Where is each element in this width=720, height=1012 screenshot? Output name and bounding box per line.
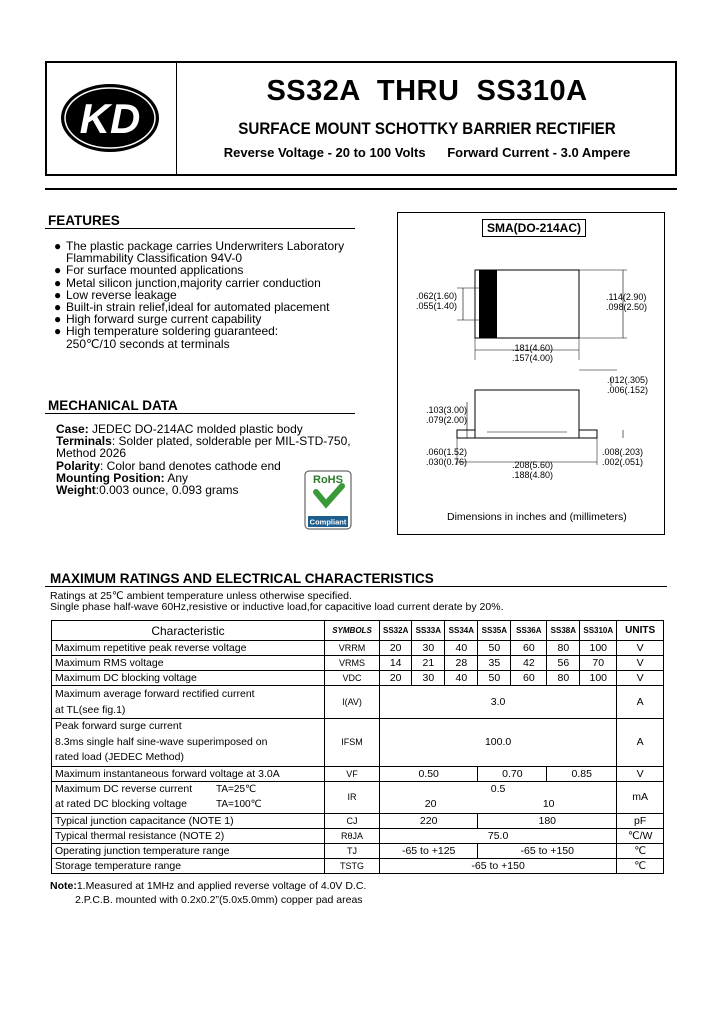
dims-caption: Dimensions in inches and (millimeters) — [447, 511, 627, 523]
header-part: SS33A — [412, 621, 445, 641]
weight-line: Weight:0.003 ounce, 0.093 grams — [56, 483, 239, 498]
header-part: SS36A — [511, 621, 547, 641]
header-units: UNITS — [617, 621, 664, 641]
header-part: SS32A — [380, 621, 412, 641]
dim-d3: .181(4.60) .157(4.00) — [512, 343, 554, 363]
feature-item: ● Built-in strain relief,ideal for automated placement — [54, 300, 330, 315]
feature-item: ● Metal silicon junction,majority carrier conduction — [54, 275, 321, 290]
ratings-note-1: Ratings at 25℃ ambient temperature unless otherwise specified. — [50, 590, 352, 602]
logo-cell — [47, 63, 177, 174]
dim-d8: .008(.203) .002(.051) — [602, 447, 644, 467]
spec-line — [177, 145, 677, 160]
dim-d1: .062(1.60) .055(1.40) — [416, 291, 458, 311]
table-row: Maximum DC blocking voltage VDC 20 30 40 50 60 80 100 V — [52, 671, 664, 686]
header-characteristic: Characteristic — [52, 621, 325, 641]
table-row: Maximum repetitive peak reverse voltage VRRM 20 30 40 50 60 80 100 V — [52, 641, 664, 656]
feature-item: ● The plastic package carries Underwriters Laboratory Flammability Classification 94V-0 — [54, 239, 345, 266]
svg-text:RoHS: RoHS — [313, 474, 343, 486]
ratings-note-2: Single phase half-wave 60Hz,resistive or inductive load,for capacitive load current derate by 20%. — [50, 601, 504, 613]
terminals-line: Terminals: Solder plated, solderable per MIL-STD-750, Method 2026 — [56, 434, 351, 461]
ratings-rule — [45, 586, 667, 587]
package-title: SMA(DO-214AC) — [482, 219, 586, 237]
mounting-line: Mounting Position: Any — [56, 470, 188, 485]
features-rule — [45, 228, 355, 229]
mechanical-rule — [45, 413, 355, 414]
table-row: Storage temperature range TSTG -65 to +150 ℃ — [52, 858, 664, 873]
feature-item: ● High forward surge current capability — [54, 312, 262, 327]
table-row: Maximum DC reverse current at rated DC blocking voltage IR 0.5 20 10 mA — [52, 781, 664, 813]
dim-d6: .060(1.52) .030(0.76) — [426, 447, 468, 467]
feature-item: ● For surface mounted applications — [54, 263, 244, 278]
doc-title: SS32A THRU SS310A — [266, 75, 588, 107]
features-title: FEATURES — [48, 213, 120, 228]
case-line: Case: JEDEC DO-214AC molded plastic body — [56, 422, 303, 436]
header-part: SS34A — [445, 621, 478, 641]
svg-text:Compliant: Compliant — [309, 517, 347, 527]
table-row: Typical junction capacitance (NOTE 1) CJ 220 180 pF — [52, 813, 664, 828]
table-row: Maximum average forward rectified current at TL(see fig.1) I(AV) 3.0 A — [52, 686, 664, 719]
polarity-line: Polarity: Color band denotes cathode end — [56, 458, 281, 473]
table-row: Maximum RMS voltage VRMS 14 21 28 35 42 56 70 V — [52, 656, 664, 671]
feature-item: ● High temperature soldering guaranteed: 250℃/10 seconds at terminals — [54, 324, 279, 351]
features-list — [48, 240, 358, 350]
header-part: SS38A — [547, 621, 580, 641]
header-rule — [45, 188, 677, 190]
table-row: Maximum instantaneous forward voltage at 3.0A VF 0.50 0.70 0.85 V — [52, 766, 664, 781]
dim-d7: .208(5.60) .188(4.80) — [512, 460, 554, 480]
forward-current: Forward Current - 3.0 Ampere — [447, 145, 631, 160]
table-row: Operating junction temperature range TJ -65 to +125 -65 to +150 ℃ — [52, 843, 664, 858]
header-symbols: SYMBOLS — [325, 621, 380, 641]
ratings-title: MAXIMUM RATINGS AND ELECTRICAL CHARACTERISTICS — [50, 571, 434, 586]
table-header-row — [52, 621, 664, 641]
header-part: SS35A — [478, 621, 511, 641]
feature-item: ● Low reverse leakage — [54, 287, 177, 302]
ir-cond-25: TA=25℃ — [216, 784, 257, 795]
header-box — [45, 61, 677, 176]
kd-logo — [47, 63, 175, 173]
header-part: SS310A — [580, 621, 617, 641]
dim-d4: .012(.305) .006(.152) — [607, 375, 649, 395]
dim-d5: .103(3.00) .079(2.00) — [426, 405, 468, 425]
table-row: Peak forward surge current 8.3ms single half sine-wave superimposed on rated load (JEDEC Method) IFSM 100.0 A — [52, 719, 664, 767]
dim-d2: .114(2.90) .098(2.50) — [606, 292, 648, 312]
rohs-badge — [304, 470, 352, 530]
reverse-voltage: Reverse Voltage - 20 to 100 Volts — [223, 145, 426, 160]
mechanical-title: MECHANICAL DATA — [48, 398, 178, 413]
table-row: Typical thermal resistance (NOTE 2) RθJA 75.0 ℃/W — [52, 828, 664, 843]
doc-subtitle: SURFACE MOUNT SCHOTTKY BARRIER RECTIFIER — [238, 120, 616, 138]
logo-text: KD — [79, 95, 141, 142]
notes: Note:1.Measured at 1MHz and applied reverse voltage of 4.0V D.C. 2.P.C.B. mounted with 0.2x0.2”(5.0x5.0mm) copper pad areas — [50, 880, 367, 906]
ir-cond-100: TA=100℃ — [216, 799, 262, 810]
ratings-table — [51, 620, 664, 874]
